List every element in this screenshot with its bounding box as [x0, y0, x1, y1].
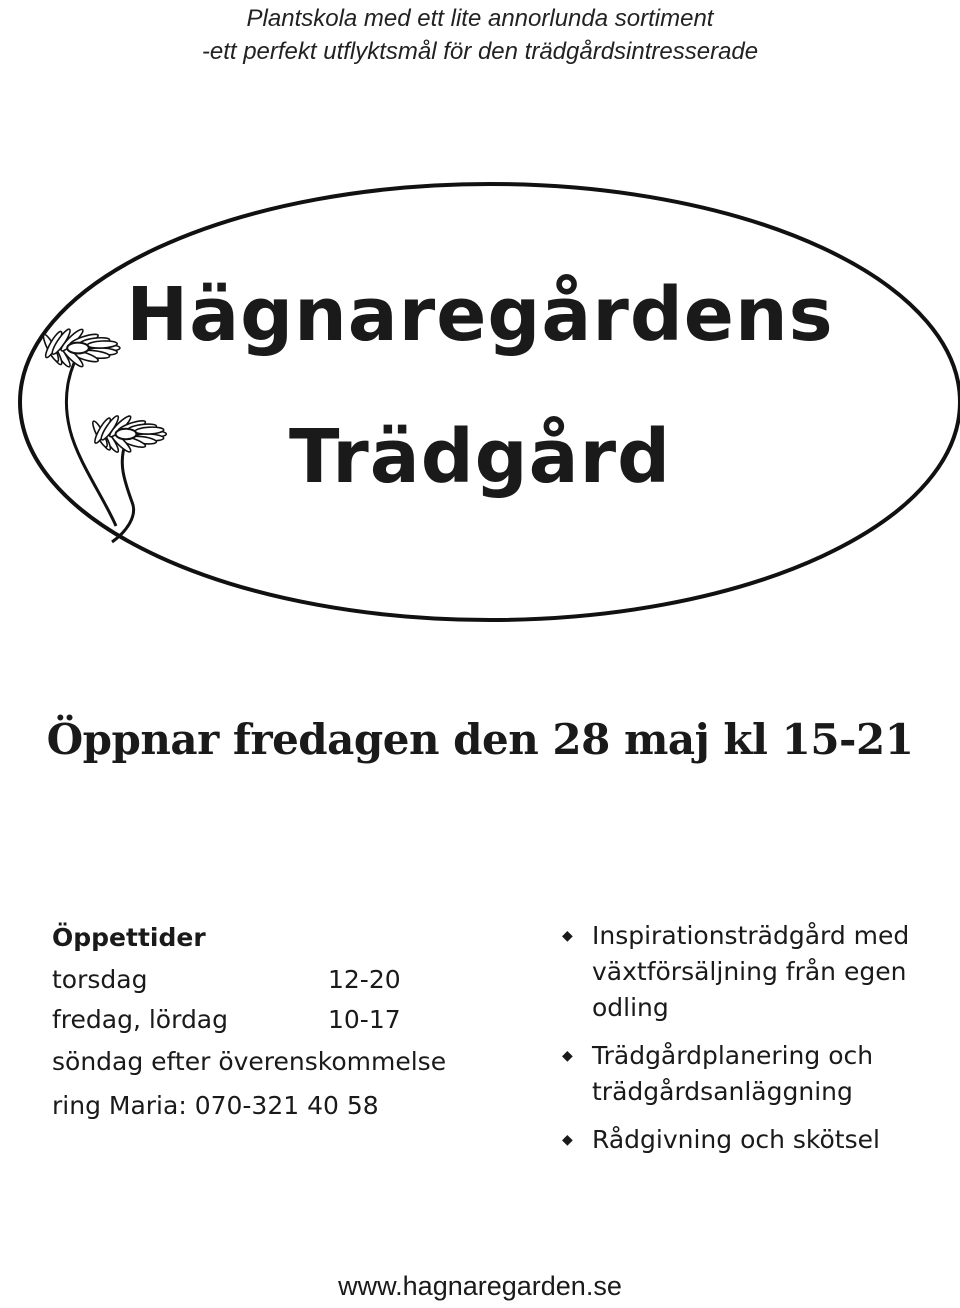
list-item [562, 1122, 942, 1158]
hours-time: 12-20 [328, 965, 401, 994]
list-item [562, 918, 942, 1026]
opening-announcement: Öppnar fredagen den 28 maj kl 15-21 [46, 715, 914, 764]
hours-day: fredag, lördag [52, 1005, 229, 1034]
hours-day: torsdag [52, 965, 148, 994]
title-line-2: Trädgård [288, 414, 672, 500]
services-list [562, 918, 942, 1170]
service-text: Trädgårdplanering och trädgårdsanläggning [592, 1041, 874, 1106]
website-url: www.hagnaregarden.se [338, 1271, 622, 1301]
opening-hours-title: Öppettider [52, 923, 206, 952]
hours-time: 10-17 [328, 1005, 401, 1034]
tagline-line-2: -ett perfekt utflyktsmål för den trädgårdsintresserade [201, 38, 759, 65]
hours-row [52, 1000, 512, 1040]
tagline-line-1: Plantskola med ett lite annorlunda sortiment [246, 5, 714, 32]
diamond-bullet-icon: ◆ [562, 928, 573, 944]
title-ellipse [20, 184, 960, 620]
contact-phone: ring Maria: 070-321 40 58 [52, 1091, 379, 1120]
hours-row [52, 960, 512, 1000]
diamond-bullet-icon: ◆ [562, 1048, 573, 1064]
opening-hours [52, 920, 512, 1128]
title-ellipse-illustration [0, 180, 960, 630]
service-text: Rådgivning och skötsel [592, 1125, 880, 1154]
diamond-bullet-icon: ◆ [562, 1132, 573, 1148]
hours-sunday-note: söndag efter överenskommelse [52, 1047, 447, 1076]
title-line-1: Hägnaregårdens [126, 272, 834, 358]
list-item [562, 1038, 942, 1110]
service-text: Inspirationsträdgård med växtförsäljning från egen odling [592, 921, 910, 1022]
